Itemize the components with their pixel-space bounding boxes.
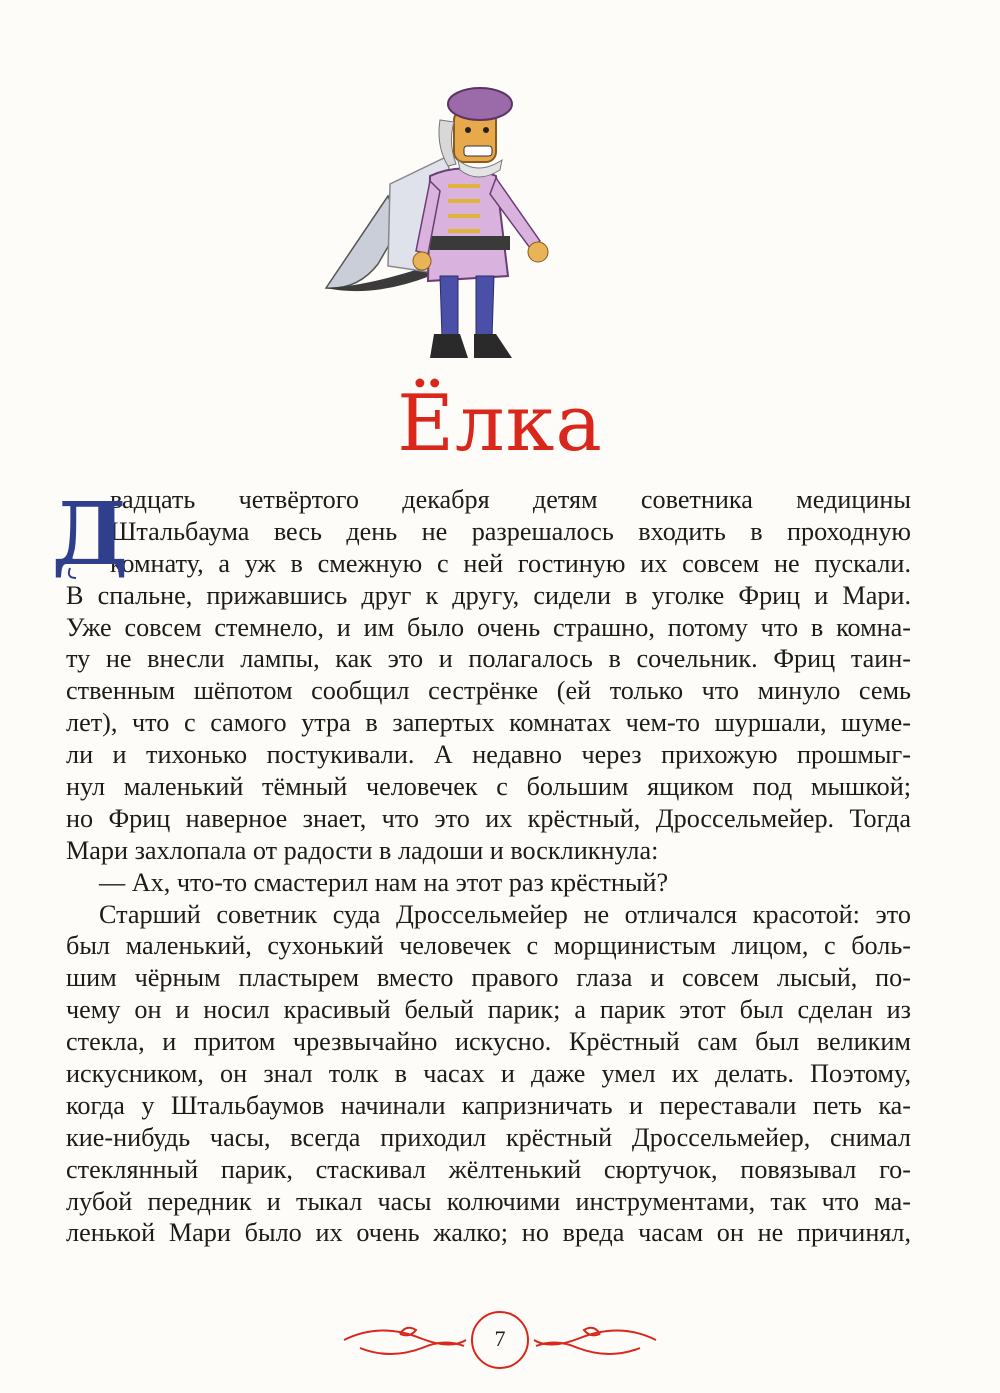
svg-text:Д: Д — [51, 484, 129, 585]
chapter-text — [51, 484, 911, 1249]
text-line: Штальбаума весь день не разрешалось входить в проходную — [110, 516, 911, 546]
drop-cap — [51, 484, 129, 585]
text-line: искусником, он знал толк в часах и даже умел их делать. Поэтому, — [66, 1059, 911, 1089]
text-line: лубой передник и тыкал часы колючими инструментами, так что ма- — [66, 1186, 911, 1216]
text-line: шим чёрным пластырем вместо правого глаза и совсем лысый, по- — [66, 963, 911, 993]
text-line: — Ах, что-то смастерил нам на этот раз крёстный? — [99, 867, 669, 897]
text-line: ли и тихонько постукивали. А недавно через прихожую прошмыг- — [66, 740, 911, 770]
text-line: комнату, а уж в смежную с ней гостиную их совсем не пускали. — [110, 548, 911, 578]
text-line: был маленький, сухонький человечек с морщинистым лицом, с боль- — [66, 931, 911, 961]
text-line: ту не внесли лампы, как это и полагалось в сочельник. Фриц таин- — [66, 644, 911, 674]
nutcracker-illustration — [318, 76, 598, 366]
text-line: когда у Штальбаумов начинали капризничать и переставали петь ка- — [66, 1090, 911, 1120]
paragraph — [66, 899, 911, 1250]
text-line: но Фриц наверное знает, что это их крёстный, Дроссельмейер. Тогда — [66, 803, 911, 833]
page-number: 7 — [494, 1326, 506, 1351]
text-line: Уже совсем стемнело, и им было очень страшно, потому что в комна- — [66, 612, 911, 642]
text-line: лет), что с самого утра в запертых комнатах чем-то шуршали, шуме- — [66, 708, 911, 738]
text-line: стекла, и притом чрезвычайно искусно. Крёстный сам был великим — [66, 1027, 911, 1057]
text-line: стеклянный парик, стаскивал жёлтенький сюртучок, повязывал го- — [66, 1154, 911, 1184]
text-line: вадцать четвёртого декабря детям советника медицины — [110, 485, 911, 514]
text-line: ленькой Мари было их очень жалко; но вреда часам он не причинял, — [66, 1218, 911, 1248]
text-line: В спальне, прижавшись друг к другу, сидели в уголке Фриц и Мари. — [66, 580, 911, 610]
paragraph — [66, 867, 911, 899]
chapter-title: Ёлка — [397, 379, 603, 469]
text-line: кие-нибудь часы, всегда приходил крёстный Дроссельмейер, снимал — [66, 1122, 911, 1152]
text-line: Мари захлопала от радости в ладоши и воскликнула: — [66, 835, 659, 865]
page-footer — [340, 1308, 660, 1376]
text-line: Старший советник суда Дроссельмейер не отличался красотой: это — [99, 899, 911, 929]
text-line: нул маленький тёмный человечек с большим ящиком под мышкой; — [66, 772, 911, 802]
paragraph — [66, 484, 911, 867]
text-line: ственным шёпотом сообщил сестрёнке (ей только что минуло семь — [66, 676, 911, 706]
text-line: чему он и носил красивый белый парик; а парик этот был сделан из — [66, 995, 911, 1025]
